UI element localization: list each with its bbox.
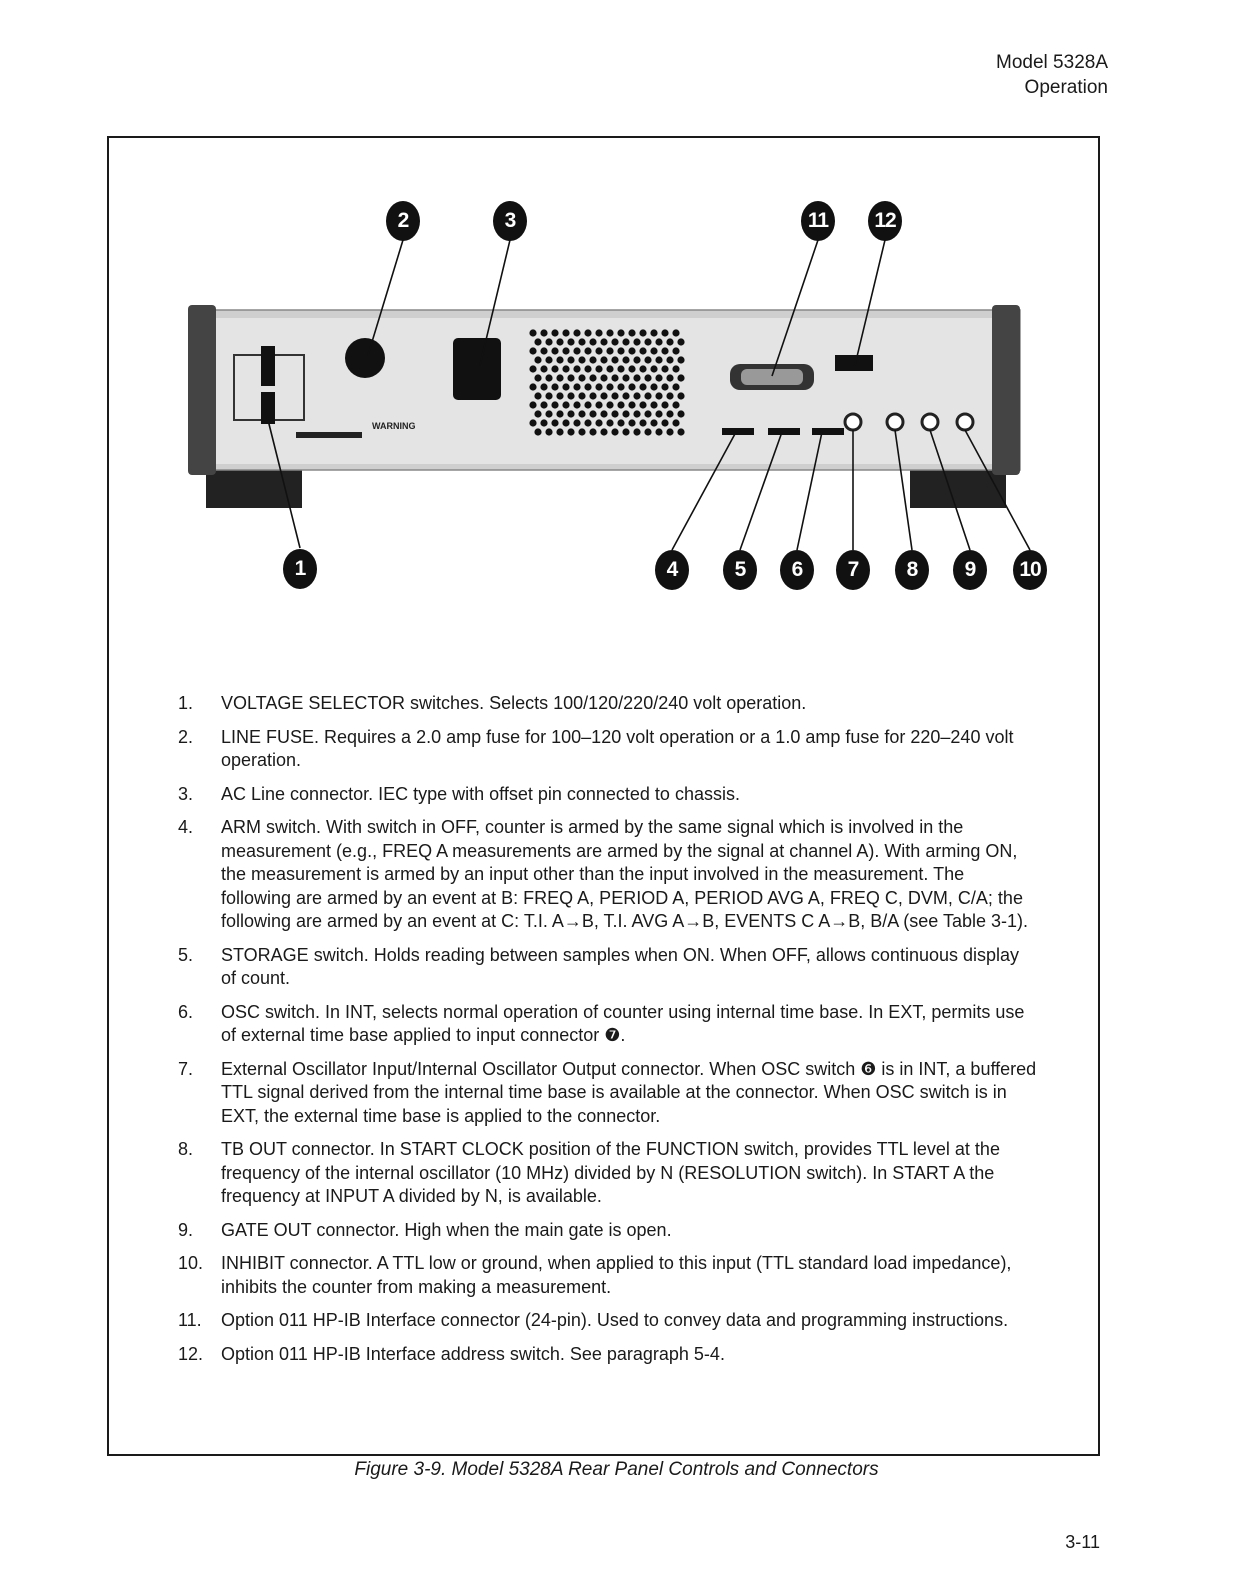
grille-hole [567, 356, 574, 363]
grille-hole [672, 329, 679, 336]
grille-hole [655, 338, 662, 345]
grille-hole [529, 401, 536, 408]
callout-marker-12: 12 [868, 201, 902, 241]
item-number: 1. [178, 693, 194, 713]
list-item [178, 1138, 1038, 1209]
grille-hole [584, 383, 591, 390]
grille-hole [655, 428, 662, 435]
grille-hole [617, 347, 624, 354]
grille-hole [556, 374, 563, 381]
grille-hole [529, 365, 536, 372]
grille-hole [655, 374, 662, 381]
grille-hole [644, 338, 651, 345]
right-foot [910, 470, 1006, 508]
callout-marker-9: 9 [953, 550, 987, 590]
grille-hole [589, 338, 596, 345]
grille-hole [666, 428, 673, 435]
grille-hole [573, 329, 580, 336]
grille-hole [672, 401, 679, 408]
grille-hole [578, 338, 585, 345]
grille-hole [600, 338, 607, 345]
grille-hole [622, 392, 629, 399]
grille-hole [562, 329, 569, 336]
grille-hole [672, 419, 679, 426]
grille-hole [556, 392, 563, 399]
grille-hole [606, 419, 613, 426]
grille-hole [650, 365, 657, 372]
grille-hole [606, 365, 613, 372]
item-text: AC Line connector. IEC type with offset pin connected to chassis. [221, 783, 740, 804]
grille-hole [639, 383, 646, 390]
grille-hole [589, 356, 596, 363]
grille-hole [600, 428, 607, 435]
item-number: 9. [178, 1219, 194, 1240]
grille-hole [534, 392, 541, 399]
item-number: 6. [178, 1001, 194, 1022]
grille-hole [644, 392, 651, 399]
hpib-connector-pins [741, 369, 803, 385]
header-model: Model 5328A [996, 52, 1108, 73]
grille-hole [661, 347, 668, 354]
grille-hole [534, 356, 541, 363]
grille-hole [644, 356, 651, 363]
line-fuse-holder [345, 338, 385, 378]
callout-marker-7: 7 [836, 550, 870, 590]
tb-out-connector [887, 414, 903, 430]
grille-hole [567, 374, 574, 381]
grille-hole [567, 410, 574, 417]
grille-hole [617, 365, 624, 372]
grille-hole [600, 374, 607, 381]
item-text: External Oscillator Input/Internal Oscillator Output connector. When OSC switch ❻ is in INT, a buffered TTL signal derived from the internal time base is available at the connector. When OSC switch is in EXT, the external time base is applied to the connector. [221, 1058, 1037, 1126]
grille-hole [606, 347, 613, 354]
grille-hole [578, 410, 585, 417]
item-text: INHIBIT connector. A TTL low or ground, when applied to this input (TTL standard load impedance), inhibits the counter from making a measurement. [221, 1253, 1012, 1297]
list-item [178, 1252, 1038, 1299]
grille-hole [666, 374, 673, 381]
grille-hole [661, 401, 668, 408]
grille-hole [633, 374, 640, 381]
ext-osc-connector [845, 414, 861, 430]
grille-hole [611, 374, 618, 381]
item-text: GATE OUT connector. High when the main gate is open. [221, 1219, 672, 1240]
osc-switch [812, 428, 844, 435]
list-item [178, 1309, 1038, 1333]
grille-hole [650, 401, 657, 408]
grille-hole [595, 347, 602, 354]
left-handle [188, 305, 216, 475]
callout-marker-1: 1 [283, 549, 317, 589]
grille-hole [661, 383, 668, 390]
grille-hole [578, 356, 585, 363]
grille-hole [562, 419, 569, 426]
grille-hole [644, 374, 651, 381]
grille-hole [600, 392, 607, 399]
grille-hole [644, 428, 651, 435]
grille-hole [633, 428, 640, 435]
warning-label: WARNING [372, 421, 416, 431]
callout-marker-2: 2 [386, 201, 420, 241]
grille-hole [650, 383, 657, 390]
grille-hole [628, 419, 635, 426]
item-number: 4. [178, 817, 194, 837]
grille-hole [540, 329, 547, 336]
grille-hole [650, 329, 657, 336]
grille-hole [551, 347, 558, 354]
item-number: 3. [178, 783, 194, 804]
grille-hole [595, 383, 602, 390]
item-number: 11. [178, 1310, 202, 1330]
grille-hole [540, 365, 547, 372]
grille-hole [677, 392, 684, 399]
item-text: OSC switch. In INT, selects normal operation of counter using internal time base. In EXT, permits use of external time base applied to input connector ❼. [221, 1001, 1025, 1045]
voltage-selector-switch-upper [261, 346, 275, 386]
grille-hole [551, 401, 558, 408]
grille-hole [556, 356, 563, 363]
grille-hole [556, 338, 563, 345]
grille-hole [551, 365, 558, 372]
grille-hole [633, 410, 640, 417]
grille-hole [661, 419, 668, 426]
grille-hole [606, 329, 613, 336]
grille-hole [622, 428, 629, 435]
grille-hole [529, 329, 536, 336]
grille-hole [617, 383, 624, 390]
ac-line-connector [453, 338, 501, 400]
grille-hole [633, 392, 640, 399]
grille-hole [677, 338, 684, 345]
list-item [178, 1343, 1038, 1367]
callout-marker-4: 4 [655, 550, 689, 590]
grille-hole [622, 374, 629, 381]
grille-hole [562, 383, 569, 390]
grille-hole [595, 419, 602, 426]
item-number: 2. [178, 726, 194, 747]
grille-hole [595, 401, 602, 408]
grille-hole [545, 356, 552, 363]
grille-hole [655, 392, 662, 399]
grille-hole [589, 392, 596, 399]
list-item [178, 1219, 1038, 1243]
grille-hole [606, 401, 613, 408]
grille-hole [639, 419, 646, 426]
item-text: Option 011 HP-IB Interface address switch. See paragraph 5-4. [221, 1343, 725, 1364]
list-item [178, 1001, 1038, 1048]
item-text: Option 011 HP-IB Interface connector (24-pin). Used to convey data and programming instructions. [221, 1310, 1009, 1330]
grille-hole [529, 347, 536, 354]
grille-hole [666, 356, 673, 363]
grille-hole [551, 383, 558, 390]
callout-marker-10: 10 [1013, 550, 1047, 590]
grille-hole [578, 392, 585, 399]
grille-hole [545, 410, 552, 417]
grille-hole [534, 374, 541, 381]
grille-hole [628, 365, 635, 372]
grille-hole [650, 347, 657, 354]
grille-hole [540, 419, 547, 426]
grille-hole [595, 329, 602, 336]
grille-hole [661, 329, 668, 336]
callout-marker-3: 3 [493, 201, 527, 241]
callout-marker-6: 6 [780, 550, 814, 590]
left-foot [206, 470, 302, 508]
item-number: 12. [178, 1343, 204, 1364]
grille-hole [611, 410, 618, 417]
item-text: VOLTAGE SELECTOR switches. Selects 100/120/220/240 volt operation. [221, 693, 807, 713]
right-handle [992, 305, 1020, 475]
grille-hole [655, 356, 662, 363]
grille-hole [628, 401, 635, 408]
grille-hole [534, 428, 541, 435]
grille-hole [567, 392, 574, 399]
grille-hole [540, 401, 547, 408]
grille-hole [600, 356, 607, 363]
grille-hole [639, 347, 646, 354]
figure-caption: Figure 3-9. Model 5328A Rear Panel Controls and Connectors [354, 1459, 879, 1480]
grille-hole [661, 365, 668, 372]
item-text: STORAGE switch. Holds reading between samples when ON. When OFF, allows continuous display of count. [221, 944, 1020, 988]
grille-hole [633, 356, 640, 363]
grille-hole [562, 347, 569, 354]
grille-hole [573, 419, 580, 426]
grille-hole [584, 347, 591, 354]
grille-hole [611, 428, 618, 435]
grille-hole [628, 329, 635, 336]
grille-hole [655, 410, 662, 417]
grille-hole [600, 410, 607, 417]
list-item [178, 816, 1038, 934]
grille-hole [556, 410, 563, 417]
grille-hole [617, 419, 624, 426]
grille-hole [584, 365, 591, 372]
serial-plate [296, 432, 362, 438]
grille-hole [534, 410, 541, 417]
grille-hole [589, 410, 596, 417]
grille-hole [677, 428, 684, 435]
grille-hole [562, 365, 569, 372]
grille-hole [617, 329, 624, 336]
grille-hole [666, 392, 673, 399]
grille-hole [595, 365, 602, 372]
grille-hole [567, 428, 574, 435]
grille-hole [628, 383, 635, 390]
grille-hole [628, 347, 635, 354]
grille-hole [529, 419, 536, 426]
grille-hole [573, 383, 580, 390]
header-section: Operation [1024, 77, 1108, 98]
grille-hole [545, 374, 552, 381]
grille-hole [677, 356, 684, 363]
grille-hole [573, 401, 580, 408]
arm-switch [722, 428, 754, 435]
grille-hole [639, 365, 646, 372]
controls-list [178, 692, 1038, 1376]
item-number: 10. [178, 1253, 204, 1273]
grille-hole [551, 419, 558, 426]
grille-hole [606, 383, 613, 390]
grille-hole [639, 329, 646, 336]
hpib-address-switch [835, 355, 873, 371]
callout-marker-8: 8 [895, 550, 929, 590]
grille-hole [589, 374, 596, 381]
list-item [178, 692, 1038, 716]
grille-hole [617, 401, 624, 408]
grille-hole [672, 365, 679, 372]
grille-hole [584, 401, 591, 408]
grille-hole [622, 356, 629, 363]
grille-hole [540, 347, 547, 354]
grille-hole [622, 338, 629, 345]
grille-hole [672, 383, 679, 390]
grille-hole [551, 329, 558, 336]
grille-hole [573, 347, 580, 354]
grille-hole [639, 401, 646, 408]
page-number: 3-11 [1065, 1532, 1100, 1552]
grille-hole [650, 419, 657, 426]
item-number: 5. [178, 944, 194, 965]
grille-hole [573, 365, 580, 372]
list-item [178, 726, 1038, 773]
grille-hole [677, 410, 684, 417]
grille-hole [534, 338, 541, 345]
grille-hole [644, 410, 651, 417]
item-number: 8. [178, 1139, 194, 1159]
rear-panel-illustration [0, 0, 1233, 700]
grille-hole [622, 410, 629, 417]
item-text: LINE FUSE. Requires a 2.0 amp fuse for 100–120 volt operation or a 1.0 amp fuse for 220–240 volt operation. [221, 726, 1014, 770]
grille-hole [556, 428, 563, 435]
grille-hole [611, 338, 618, 345]
grille-hole [529, 383, 536, 390]
grille-hole [562, 401, 569, 408]
callout-marker-11: 11 [801, 201, 835, 241]
grille-hole [589, 428, 596, 435]
grille-hole [677, 374, 684, 381]
grille-hole [611, 356, 618, 363]
grille-hole [540, 383, 547, 390]
item-text: ARM switch. With switch in OFF, counter is armed by the same signal which is involved in the measurement (e.g., FREQ A measurements are armed by the signal at channel A). With arming ON, the measurement is armed by an input other than the input involved in the measurement. The following are armed by an event at B: FREQ A, PERIOD A, PERIOD AVG A, FREQ C, DVM, C/A; the following are armed by an event at C: T.I. A→B, T.I. AVG A→B, EVENTS C A→B, B/A (see Table 3-1). [221, 817, 1029, 931]
grille-hole [666, 410, 673, 417]
list-item [178, 1058, 1038, 1129]
grille-hole [545, 428, 552, 435]
grille-hole [578, 374, 585, 381]
grille-hole [567, 338, 574, 345]
inhibit-connector [957, 414, 973, 430]
storage-switch [768, 428, 800, 435]
list-item [178, 944, 1038, 991]
item-number: 7. [178, 1058, 194, 1079]
grille-hole [545, 392, 552, 399]
grille-hole [672, 347, 679, 354]
gate-out-connector [922, 414, 938, 430]
grille-hole [666, 338, 673, 345]
grille-hole [578, 428, 585, 435]
grille-hole [584, 329, 591, 336]
list-item [178, 783, 1038, 807]
grille-hole [611, 392, 618, 399]
callout-marker-5: 5 [723, 550, 757, 590]
grille-hole [545, 338, 552, 345]
grille-hole [584, 419, 591, 426]
grille-hole [633, 338, 640, 345]
item-text: TB OUT connector. In START CLOCK position of the FUNCTION switch, provides TTL level at the frequency of the internal oscillator (10 MHz) divided by N (RESOLUTION switch). In START A the frequency at INPUT A divided by N, is available. [221, 1139, 1000, 1206]
